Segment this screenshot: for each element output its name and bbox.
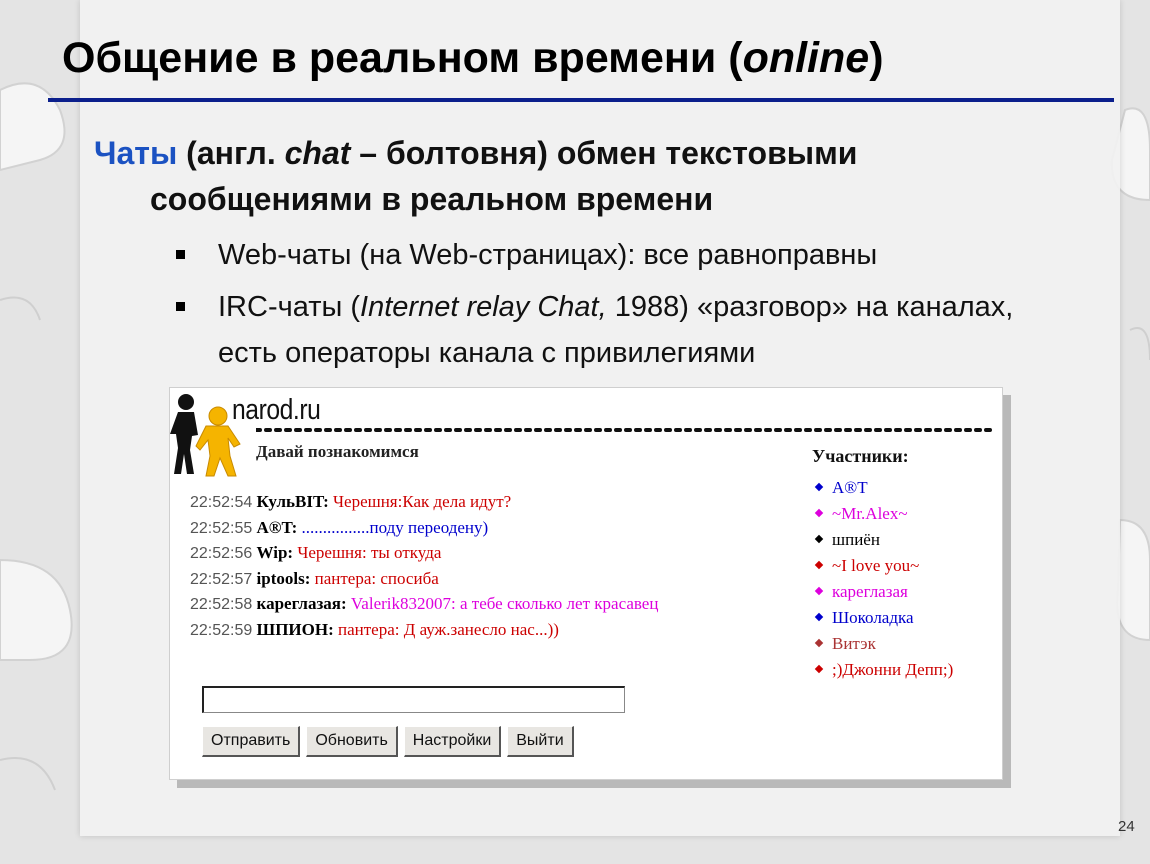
exit-button[interactable]: Выйти	[507, 726, 573, 757]
page-number: 24	[1118, 818, 1135, 835]
main-point: Чаты (англ. chat – болтовня) обмен текстовыми сообщениями в реальном времени	[94, 135, 858, 217]
bullet-list	[176, 232, 1046, 382]
bullet-web-chats: Web-чаты (на Web-страницах): все равноправны	[176, 232, 1046, 278]
bullet-diamond-icon	[815, 483, 823, 491]
settings-button[interactable]: Настройки	[404, 726, 501, 757]
chat-message: 22:52:54 КульBIT: Черешня:Как дела идут?	[190, 492, 512, 511]
chat-message: 22:52:55 A®T: ................поду переодену)	[190, 517, 489, 537]
bullet-diamond-icon	[815, 587, 823, 595]
bullet-irc-chats: IRC-чаты (Internet relay Chat, 1988) «разговор» на каналах, есть операторы канала с привилегиями	[176, 284, 1046, 376]
bullet-square-icon	[176, 302, 185, 311]
refresh-button[interactable]: Обновить	[306, 726, 397, 757]
participant-item[interactable]: кареглазая	[816, 582, 953, 608]
chat-message: 22:52:58 кареглазая: Valerik832007: а тебе сколько лет красавец	[190, 594, 659, 613]
bullet-diamond-icon	[815, 639, 823, 647]
bullet-diamond-icon	[815, 613, 823, 621]
message-input[interactable]	[202, 686, 625, 713]
bullet-diamond-icon	[815, 665, 823, 673]
participant-item[interactable]: Шоколадка	[816, 608, 953, 634]
participant-item[interactable]: шпиён	[816, 530, 953, 556]
participant-item[interactable]: ;)Джонни Депп;)	[816, 660, 953, 686]
site-name: narod.ru	[232, 394, 321, 426]
participant-item[interactable]: ~I love you~	[816, 556, 953, 582]
participant-item[interactable]: ~Mr.Alex~	[816, 504, 953, 530]
bullet-diamond-icon	[815, 535, 823, 543]
chat-room-title: Давай познакомимся	[256, 442, 419, 461]
chat-message: 22:52:57 iptools: пантера: спосиба	[190, 568, 439, 588]
chat-screenshot	[169, 387, 1003, 780]
bullet-diamond-icon	[815, 561, 823, 569]
dotted-separator	[256, 426, 996, 434]
chat-message: 22:52:56 Wip: Черешня: ты откуда	[190, 543, 442, 562]
chat-message: 22:52:59 ШПИОН: пантера: Д ауж.занесло нас...))	[190, 619, 559, 639]
send-button[interactable]: Отправить	[202, 726, 300, 757]
chat-buttons	[202, 726, 574, 757]
slide-title: Общение в реальном времени (online)	[62, 34, 884, 82]
message-list	[190, 492, 790, 645]
participants-list	[816, 478, 953, 686]
bullet-square-icon	[176, 250, 185, 259]
participant-item[interactable]: Витэк	[816, 634, 953, 660]
bullet-diamond-icon	[815, 509, 823, 517]
participants-title: Участники:	[812, 446, 909, 466]
keyword-chats: Чаты	[94, 135, 178, 171]
participant-item[interactable]: A®T	[816, 478, 953, 504]
title-underline	[48, 98, 1114, 102]
